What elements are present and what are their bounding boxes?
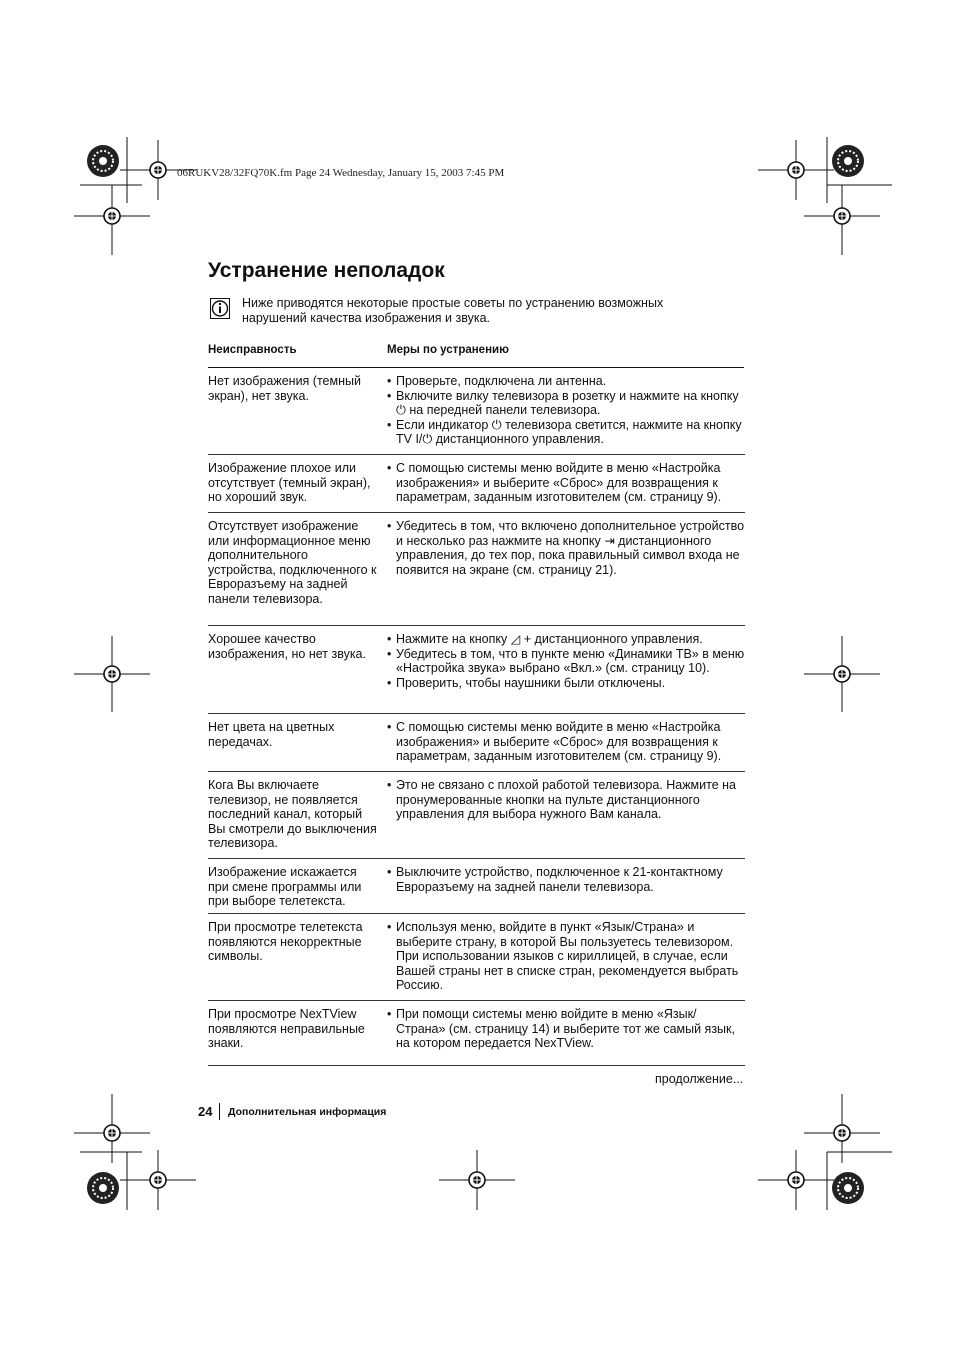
- table-row: [208, 714, 745, 772]
- problem-cell: Кога Вы включаете телевизор, не появляется последний канал, который Вы смотрели до выключения телевизора.: [208, 778, 377, 851]
- info-icon: [210, 298, 230, 319]
- fix-item: [387, 920, 745, 993]
- problem-cell: При просмотре телетекста появляются некорректные символы.: [208, 920, 363, 964]
- registration-mark-icon: [74, 1103, 150, 1163]
- starburst-target-icon: [87, 1172, 119, 1204]
- fix-item: [387, 374, 745, 389]
- problem-cell: Отсутствует изображение или информационное меню дополнительного устройства, подключенного к Евроразъему на задней панели телевизора.: [208, 519, 377, 606]
- fix-cell: [387, 720, 745, 764]
- fix-text: Нажмите на кнопку ◿ + дистанционного управления.: [396, 632, 703, 646]
- fix-item: [387, 865, 745, 894]
- fix-text: С помощью системы меню войдите в меню «Настройка изображения» и выберите «Сброс» для возвращения к параметрам, заданным изготовителем (см. страницу 9).: [396, 461, 722, 505]
- bullet-icon: •: [387, 778, 392, 792]
- column-header-fix: Меры по устранению: [387, 344, 509, 356]
- fix-text: Проверить, чтобы наушники были отключены.: [396, 675, 666, 690]
- bullet-icon: •: [387, 675, 392, 690]
- fix-item: [387, 647, 745, 676]
- table-row: [208, 914, 745, 1001]
- fix-text: Выключите устройство, подключенное к 21-контактному Евроразъему на задней панели телевизора.: [396, 865, 723, 894]
- fix-item: [387, 720, 745, 764]
- table-row: [208, 626, 745, 714]
- bullet-icon: •: [387, 1007, 392, 1021]
- starburst-target-icon: [87, 145, 119, 177]
- registration-mark-icon: [74, 644, 150, 704]
- fix-cell: [387, 778, 745, 822]
- starburst-target-icon: [832, 145, 864, 177]
- table-row: [208, 513, 745, 626]
- fix-text: Используя меню, войдите в пункт «Язык/Страна» и выберите страну, в которой Вы пользуетесь телевизором. При использовании языков с кириллицей, в случае, если Вашей страны нет в списке стран, рекомендуется выбрать Россию.: [396, 920, 739, 993]
- page-number: 24: [198, 1104, 213, 1119]
- problem-cell: При просмотре NexTView появляются неправильные знаки.: [208, 1007, 365, 1051]
- registration-mark-icon: [120, 1150, 196, 1210]
- bullet-icon: •: [387, 632, 392, 646]
- fix-item: [387, 519, 745, 577]
- problem-cell: Нет изображения (темный экран), нет звука.: [208, 374, 361, 403]
- fix-cell: [387, 632, 745, 690]
- table-row: [208, 859, 745, 914]
- fix-cell: [387, 920, 745, 993]
- problem-cell: Хорошее качество изображения, но нет звука.: [208, 632, 366, 661]
- fix-cell: [387, 1007, 745, 1051]
- fix-text: Если индикатор ⏻ телевизора светится, нажмите на кнопку TV I/⏻ дистанционного управления.: [396, 417, 742, 447]
- problem-cell: Изображение искажается при смене программы или при выборе телетекста.: [208, 865, 362, 909]
- fix-cell: [387, 865, 745, 894]
- fix-cell: [387, 374, 745, 447]
- bullet-icon: •: [387, 720, 392, 734]
- fix-item: [387, 418, 745, 447]
- problem-cell: Изображение плохое или отсутствует (темный экран), но хороший звук.: [208, 461, 371, 505]
- bullet-icon: •: [387, 646, 392, 661]
- fix-text: Убедитесь в том, что в пункте меню «Динамики ТВ» в меню «Настройка звука» выбрано «Вкл.» (см. страницу 10).: [396, 646, 745, 676]
- registration-mark-icon: [74, 186, 150, 246]
- registration-mark-icon: [804, 1103, 880, 1163]
- starburst-target-icon: [832, 1172, 864, 1204]
- fix-text: Включите вилку телевизора в розетку и нажмите на кнопку ⏻ на передней панели телевизора.: [396, 388, 739, 418]
- registration-mark-icon: [804, 644, 880, 704]
- section-name: Дополнительная информация: [228, 1106, 387, 1118]
- bullet-icon: •: [387, 920, 392, 934]
- fix-text: При помощи системы меню войдите в меню «Язык/ Страна» (см. страницу 14) и выберите тот же самый язык, на котором передается NexTView.: [396, 1007, 735, 1051]
- fix-item: [387, 676, 745, 691]
- registration-mark-icon: [804, 186, 880, 246]
- fix-item: [387, 778, 745, 822]
- table-row: [208, 772, 745, 859]
- fix-text: С помощью системы меню войдите в меню «Настройка изображения» и выберите «Сброс» для возвращения к параметрам, заданным изготовителем (см. страницу 9).: [396, 720, 722, 764]
- continued-note: продолжение...: [655, 1072, 744, 1086]
- bullet-icon: •: [387, 388, 392, 403]
- fix-cell: [387, 519, 745, 577]
- fix-text: Убедитесь в том, что включено дополнительное устройство и несколько раз нажмите на кнопку ⇥ дистанционного управления, до тех пор, пока правильный символ входа не появится на экране (см. страницу 21).: [396, 519, 745, 577]
- column-header-problem: Неисправность: [208, 344, 297, 356]
- bullet-icon: •: [387, 374, 392, 388]
- page-title: Устранение неполадок: [208, 259, 445, 282]
- registration-mark-icon: [439, 1150, 515, 1210]
- bullet-icon: •: [387, 417, 392, 432]
- table-row: [208, 368, 745, 455]
- fix-item: [387, 461, 745, 505]
- fix-item: [387, 1007, 745, 1051]
- bullet-icon: •: [387, 519, 392, 533]
- fix-item: [387, 389, 745, 418]
- table-row: [208, 1001, 745, 1066]
- bullet-icon: •: [387, 461, 392, 475]
- fix-cell: [387, 461, 745, 505]
- registration-mark-icon: [758, 1150, 834, 1210]
- fix-text: Это не связано с плохой работой телевизора. Нажмите на пронумерованные кнопки на пульте дистанционного управления для выбора нужного Вам канала.: [396, 778, 737, 822]
- registration-mark-icon: [758, 140, 834, 200]
- table-row: [208, 455, 745, 513]
- problem-cell: Нет цвета на цветных передачах.: [208, 720, 335, 749]
- intro-text: Ниже приводятся некоторые простые советы по устранению возможных нарушений качества изображения и звука.: [242, 296, 664, 325]
- bullet-icon: •: [387, 865, 392, 879]
- file-info-header: 06RUKV28/32FQ70K.fm Page 24 Wednesday, January 15, 2003 7:45 PM: [177, 167, 505, 179]
- page-number-divider: [219, 1103, 220, 1120]
- fix-item: [387, 632, 745, 647]
- fix-text: Проверьте, подключена ли антенна.: [396, 374, 607, 388]
